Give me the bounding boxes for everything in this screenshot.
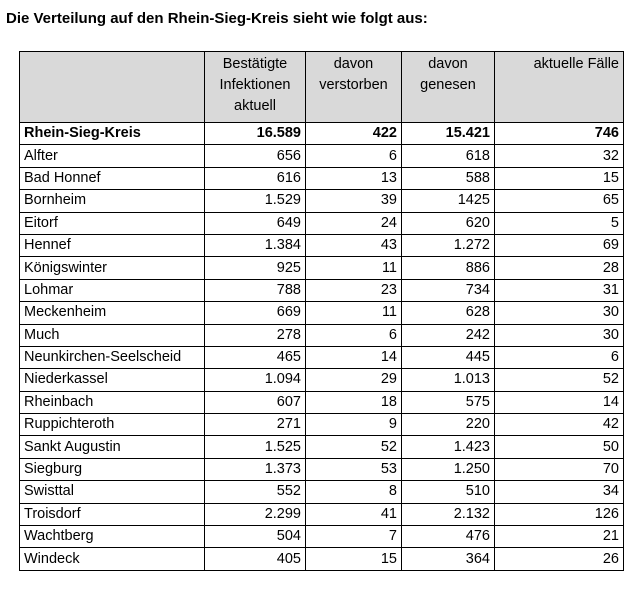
cell-current-cases: 30	[495, 324, 624, 346]
table-row	[20, 481, 624, 503]
table-row	[20, 346, 624, 368]
cell-recovered: 510	[402, 481, 495, 503]
cell-deceased: 41	[306, 503, 402, 525]
cell-recovered: 1425	[402, 190, 495, 212]
cell-current-cases: 21	[495, 526, 624, 548]
cell-confirmed: 405	[205, 548, 306, 570]
cell-current-cases: 69	[495, 234, 624, 256]
cell-recovered: 1.250	[402, 458, 495, 480]
cell-deceased: 6	[306, 324, 402, 346]
cell-deceased: 52	[306, 436, 402, 458]
cell-confirmed: 616	[205, 167, 306, 189]
table-row	[20, 257, 624, 279]
cell-municipality: Lohmar	[20, 279, 205, 301]
cell-municipality: Neunkirchen-Seelscheid	[20, 346, 205, 368]
cell-recovered: 620	[402, 212, 495, 234]
table-row	[20, 279, 624, 301]
cell-recovered: 575	[402, 391, 495, 413]
cell-confirmed: 1.384	[205, 234, 306, 256]
cell-recovered: 618	[402, 145, 495, 167]
cell-municipality: Rheinbach	[20, 391, 205, 413]
cell-current-cases: 15	[495, 167, 624, 189]
cell-deceased: 53	[306, 458, 402, 480]
cell-confirmed: 649	[205, 212, 306, 234]
cell-recovered: 15.421	[402, 123, 495, 145]
cell-current-cases: 26	[495, 548, 624, 570]
cell-current-cases: 31	[495, 279, 624, 301]
cell-confirmed: 607	[205, 391, 306, 413]
cell-current-cases: 50	[495, 436, 624, 458]
cell-municipality: Rhein-Sieg-Kreis	[20, 123, 205, 145]
cell-current-cases: 65	[495, 190, 624, 212]
cell-recovered: 1.013	[402, 369, 495, 391]
table-row	[20, 548, 624, 570]
cell-municipality: Meckenheim	[20, 302, 205, 324]
cell-municipality: Siegburg	[20, 458, 205, 480]
cell-confirmed: 669	[205, 302, 306, 324]
cell-municipality: Ruppichteroth	[20, 414, 205, 436]
cell-deceased: 7	[306, 526, 402, 548]
cell-municipality: Much	[20, 324, 205, 346]
table-row	[20, 391, 624, 413]
cell-confirmed: 656	[205, 145, 306, 167]
cell-current-cases: 30	[495, 302, 624, 324]
table-row	[20, 212, 624, 234]
cell-recovered: 1.423	[402, 436, 495, 458]
cell-deceased: 8	[306, 481, 402, 503]
cell-municipality: Alfter	[20, 145, 205, 167]
header-confirmed: Bestätigte Infektionen aktuell	[205, 52, 306, 123]
cell-deceased: 23	[306, 279, 402, 301]
cell-recovered: 886	[402, 257, 495, 279]
cell-confirmed: 925	[205, 257, 306, 279]
cell-municipality: Troisdorf	[20, 503, 205, 525]
cell-municipality: Wachtberg	[20, 526, 205, 548]
cell-recovered: 628	[402, 302, 495, 324]
cell-confirmed: 552	[205, 481, 306, 503]
table-row	[20, 436, 624, 458]
cell-confirmed: 2.299	[205, 503, 306, 525]
cell-confirmed: 16.589	[205, 123, 306, 145]
cell-municipality: Bornheim	[20, 190, 205, 212]
cell-current-cases: 52	[495, 369, 624, 391]
cell-confirmed: 1.094	[205, 369, 306, 391]
cell-municipality: Königswinter	[20, 257, 205, 279]
cell-confirmed: 1.525	[205, 436, 306, 458]
cell-current-cases: 32	[495, 145, 624, 167]
cell-deceased: 11	[306, 302, 402, 324]
table-row	[20, 458, 624, 480]
cell-current-cases: 34	[495, 481, 624, 503]
cell-current-cases: 14	[495, 391, 624, 413]
cell-confirmed: 1.373	[205, 458, 306, 480]
cell-municipality: Swisttal	[20, 481, 205, 503]
header-current-cases: aktuelle Fälle	[495, 52, 624, 123]
header-deceased: davon verstorben	[306, 52, 402, 123]
table-row	[20, 369, 624, 391]
page-heading: Die Verteilung auf den Rhein-Sieg-Kreis sieht wie folgt aus:	[6, 10, 428, 27]
table-row	[20, 167, 624, 189]
header-municipality	[20, 52, 205, 123]
table-row-total	[20, 123, 624, 145]
case-distribution-table	[19, 51, 624, 571]
table-row	[20, 414, 624, 436]
cell-deceased: 13	[306, 167, 402, 189]
table-row	[20, 324, 624, 346]
cell-current-cases: 746	[495, 123, 624, 145]
cell-deceased: 9	[306, 414, 402, 436]
table-row	[20, 190, 624, 212]
cell-municipality: Bad Honnef	[20, 167, 205, 189]
cell-current-cases: 6	[495, 346, 624, 368]
cell-deceased: 15	[306, 548, 402, 570]
table-row	[20, 503, 624, 525]
cell-deceased: 6	[306, 145, 402, 167]
cell-recovered: 220	[402, 414, 495, 436]
cell-deceased: 43	[306, 234, 402, 256]
cell-current-cases: 42	[495, 414, 624, 436]
table-header-row	[20, 52, 624, 123]
cell-confirmed: 788	[205, 279, 306, 301]
cell-municipality: Windeck	[20, 548, 205, 570]
header-recovered: davon genesen	[402, 52, 495, 123]
cell-recovered: 734	[402, 279, 495, 301]
cell-deceased: 18	[306, 391, 402, 413]
cell-deceased: 39	[306, 190, 402, 212]
cell-deceased: 11	[306, 257, 402, 279]
cell-current-cases: 5	[495, 212, 624, 234]
cell-recovered: 588	[402, 167, 495, 189]
cell-current-cases: 70	[495, 458, 624, 480]
table-row	[20, 145, 624, 167]
cell-current-cases: 28	[495, 257, 624, 279]
cell-recovered: 1.272	[402, 234, 495, 256]
cell-recovered: 445	[402, 346, 495, 368]
cell-confirmed: 278	[205, 324, 306, 346]
cell-municipality: Eitorf	[20, 212, 205, 234]
cell-confirmed: 465	[205, 346, 306, 368]
table-row	[20, 526, 624, 548]
cell-current-cases: 126	[495, 503, 624, 525]
cell-deceased: 422	[306, 123, 402, 145]
cell-municipality: Niederkassel	[20, 369, 205, 391]
cell-deceased: 29	[306, 369, 402, 391]
cell-municipality: Hennef	[20, 234, 205, 256]
cell-recovered: 364	[402, 548, 495, 570]
cell-recovered: 2.132	[402, 503, 495, 525]
cell-municipality: Sankt Augustin	[20, 436, 205, 458]
cell-confirmed: 504	[205, 526, 306, 548]
cell-confirmed: 1.529	[205, 190, 306, 212]
table-row	[20, 302, 624, 324]
table-row	[20, 234, 624, 256]
cell-deceased: 14	[306, 346, 402, 368]
cell-recovered: 476	[402, 526, 495, 548]
cell-recovered: 242	[402, 324, 495, 346]
cell-deceased: 24	[306, 212, 402, 234]
cell-confirmed: 271	[205, 414, 306, 436]
